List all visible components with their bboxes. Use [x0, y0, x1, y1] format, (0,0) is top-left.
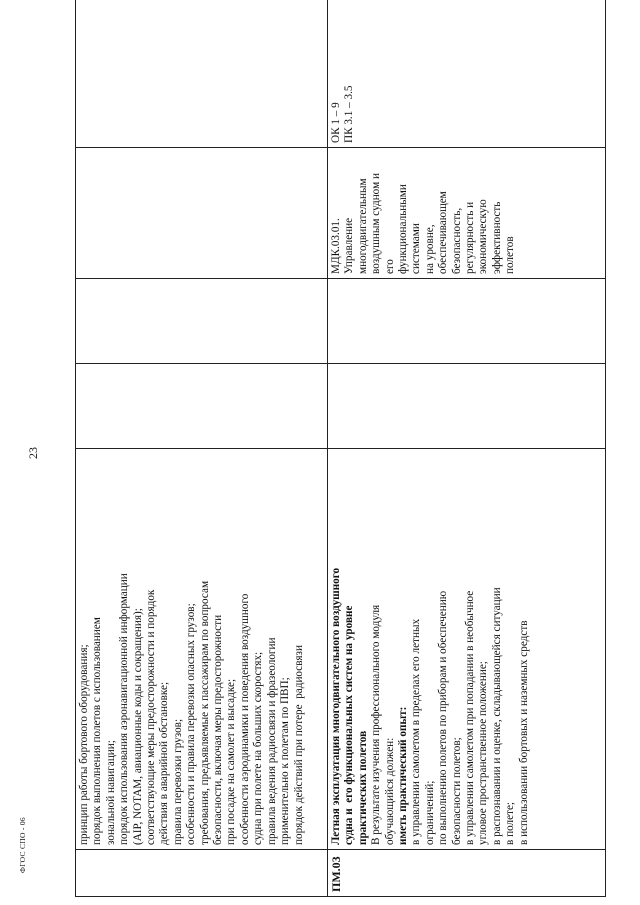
mdk-line: на уровне, — [423, 224, 436, 274]
cell-code-pm03: ПМ.03 — [328, 850, 606, 897]
content-line: в полете; — [504, 801, 517, 845]
content-line: соответствующие меры предосторожности и порядок — [145, 589, 158, 845]
cell-hours-total-pm03 — [328, 364, 606, 449]
cell-content-row1 — [76, 449, 328, 850]
content-line: в управлении самолетом при попадании в необычное — [464, 590, 477, 845]
cell-mdk-pm03 — [328, 148, 606, 279]
cell-code-row1 — [76, 850, 328, 897]
rotated-table-wrapper — [75, 37, 605, 897]
mdk-line: его — [383, 259, 396, 274]
content-line: принцип работы бортового оборудования; — [78, 644, 90, 845]
content-line: судна при полете на больших скоростях; — [252, 651, 265, 845]
content-line: по выполнению полетов по приборам и обеспечению — [437, 590, 450, 845]
mdk-line: воздушным судном и — [370, 173, 383, 274]
content-line: требования, предъявляемые к пассажирам по вопросам — [198, 580, 211, 845]
module-title-line: Летная эксплуатация многодвигательного воздушного — [330, 567, 342, 845]
content-line: безопасности, включая меры предосторожности — [212, 614, 225, 845]
mdk-line: экономическую — [477, 199, 490, 274]
content-line: правила ведения радиосвязи и фразеологии — [265, 637, 278, 845]
mdk-line: регулярность и — [464, 201, 477, 274]
mdk-line: обеспечивающем — [437, 191, 450, 274]
competency-line: ПК 3.1 – 3.5 — [343, 85, 356, 143]
content-line: порядок действий при потере радиосвязи — [292, 645, 305, 845]
module-title-line: судна и его функциональных систем на уровне — [343, 605, 356, 845]
table-row-pm03 — [328, 0, 606, 897]
cell-competencies-pm03 — [328, 0, 606, 148]
content-line: при посадке на самолет и высадке; — [225, 678, 238, 845]
mdk-line: системами — [410, 223, 423, 274]
content-line: применительно к полетам по ПВП; — [279, 677, 292, 845]
content-line: ограничений; — [423, 780, 436, 845]
mdk-line: МДК.03.01. — [330, 218, 342, 274]
content-line: зональной навигации; — [104, 740, 117, 845]
content-line: угловое пространственное положение; — [477, 661, 490, 845]
content-line: правила перевозки грузов; — [171, 718, 184, 845]
content-line: особенности аэродинамики и поведения воздушного — [238, 593, 251, 845]
cell-content-pm03 — [328, 449, 606, 850]
content-line: В результате изучения профессионального модуля — [370, 604, 383, 845]
content-line: особенности и правила перевозки опасных грузов; — [185, 603, 198, 845]
content-line: безопасности полетов; — [450, 737, 463, 845]
content-line: в распознавании и оценке, складывающейся ситуации — [490, 587, 503, 845]
module-title-line: практических полетов — [356, 730, 369, 845]
table-row-principles — [76, 0, 328, 897]
mdk-line: безопасность, — [450, 207, 463, 274]
document-sheet — [75, 37, 605, 897]
competency-line: ОК 1 – 9 — [330, 102, 342, 143]
content-line: порядок использования аэронавигационной информации — [118, 573, 131, 845]
page-footer: ФГОС СПО - 06 — [18, 817, 27, 873]
section-heading: иметь практический опыт: — [397, 706, 410, 845]
cell-hours-total-row1 — [76, 364, 328, 449]
mdk-line: полетов — [504, 236, 517, 274]
curriculum-table — [75, 0, 606, 897]
content-line: действия в аварийной обстановке; — [158, 681, 171, 845]
content-line: (AIP, NOTAM, авиационные коды и сокращения); — [131, 608, 144, 845]
cell-hours-module-row1 — [76, 279, 328, 364]
content-line: порядок выполнения полетов с использованием — [91, 617, 104, 845]
cell-hours-module-pm03 — [328, 279, 606, 364]
content-line: в управлении самолетом в пределах его летных — [410, 618, 423, 845]
page-number: 23 — [26, 447, 40, 459]
content-line: обучающийся должен: — [383, 737, 396, 845]
cell-competencies-row1 — [76, 0, 328, 148]
mdk-line: функциональными — [397, 184, 410, 274]
content-line: в использовании бортовых и наземных средств — [517, 620, 530, 845]
cell-mdk-row1 — [76, 148, 328, 279]
mdk-line: Управление — [343, 217, 356, 274]
mdk-line: многодвигательным — [356, 178, 369, 274]
mdk-line: эффективность — [490, 201, 503, 274]
